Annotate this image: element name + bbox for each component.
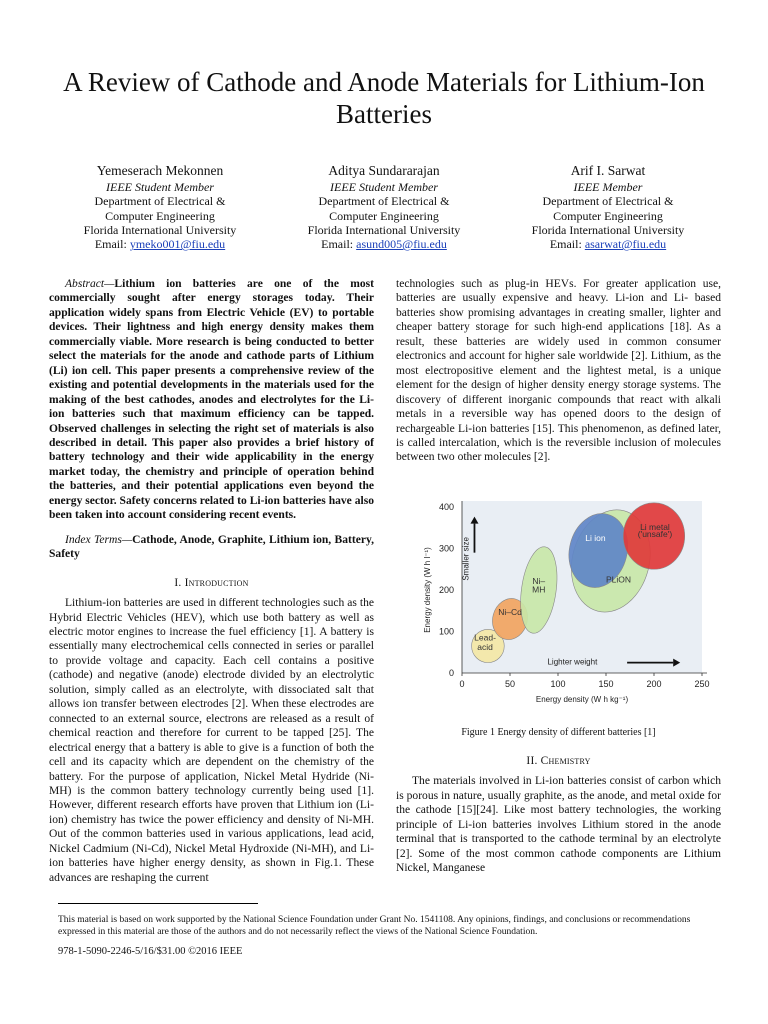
author-dept: Department of Electrical &: [318, 194, 450, 209]
intro-paragraph: Lithium-ion batteries are used in different technologies such as the Hybrid Electric Vehicles (HEV), which use both battery as well as electric motor engines to increase the fuel efficiency [1]. A battery is essentially many electrochemical cells connected in series or parallel to provide voltage and capacity. Each cell contains a positive (cathode) and negative (anode) electrode divided by an electrolytic solution, simply called as an electrolyte, with dissociated salt that allows ion transfer between electrodes [2]. When these electrodes are connected to an external source, electrons are released as a result of chemical reaction and therefore for current to be tapped [25]. The electrical energy that a battery is able to give is a function of both the cell and its capacity which are dependent on the chemistry of the battery. For the purpose of application, Nickel Metal Hydride (Ni-MH) is the common battery technology currently being used [1]. However, different research efforts have proven that Lithium ion (Li-ion) chemistry has twice the power efficiency and density of Ni-MH. Out of the common batteries used in various applications, lead acid, Nickel Cadmium (Ni-Cd), Nickel Metal Hydroxide (Ni-MH), and Li-ion batteries have higher energy density, as shown in Fig.1. These advances are reshaping the current: [49, 597, 374, 884]
author-block: [50, 163, 718, 251]
index-terms: [49, 533, 374, 562]
figure-caption: Figure 1 Energy density of different batteries [1]: [461, 727, 656, 738]
index-terms-lead: Index Terms—: [65, 533, 133, 546]
email-label: Email:: [94, 237, 130, 252]
abstract: [49, 277, 374, 523]
y-tick-label: 300: [438, 543, 454, 554]
y-tick-label: 100: [438, 626, 454, 637]
annotation-lighter-weight: Lighter weight: [547, 657, 598, 667]
energy-density-figure: [412, 493, 712, 723]
author-dept: Computer Engineering: [553, 208, 663, 223]
x-tick-label: 150: [598, 679, 614, 689]
author-name: Aditya Sundararajan: [328, 163, 440, 178]
author-univ: Florida International University: [531, 222, 685, 237]
author-email-line: [50, 237, 270, 251]
author-univ: Florida International University: [307, 222, 461, 237]
author-dept: Department of Electrical &: [542, 194, 674, 209]
author-email-link[interactable]: asarwat@fiu.edu: [584, 237, 667, 252]
author-2: [274, 163, 494, 251]
author-univ: Florida International University: [83, 222, 237, 237]
region-label: Ni–Cd: [498, 606, 522, 617]
author-role: IEEE Student Member: [106, 180, 214, 194]
author-role: IEEE Member: [573, 180, 643, 194]
abstract-text: Lithium ion batteries are one of the most commercially sought after energy storages today. Their application widely spans from Electric Vehicle (EV) to portable devices. Their lightness and high energy density makes them commercially viable. More research is being conducted to better select the materials for the anode and cathode parts of Lithium (Li) ion cell. This paper presents a comprehensive review of the existing and potential developments in the materials used for the making of the best cathodes, anodes and electrolytes for the Li-ion batteries such that maximum efficiency can be tapped. Observed challenges in selecting the right set of materials is also described in detail. This paper also provides a brief history of battery technology and their wide applicability in the energy market today, the chemistry and principle of operation behind the batteries, and their potential applications even beyond the energy sector. Safety concerns related to Li-ion batteries have also been taken into account considering recent events.: [49, 278, 374, 522]
region-label: ('unsafe'): [637, 528, 673, 539]
region-label: acid: [477, 642, 493, 653]
energy-density-chart: [412, 493, 712, 723]
right-column: [396, 277, 721, 465]
author-name: Arif I. Sarwat: [570, 163, 646, 178]
region-label: Li metal: [640, 521, 670, 532]
x-tick-label: 50: [504, 679, 516, 689]
author-email-line: [274, 237, 494, 251]
abstract-lead: Abstract—: [65, 278, 115, 290]
y-tick-label: 0: [448, 668, 454, 678]
email-label: Email:: [321, 237, 357, 252]
x-tick-label: 100: [550, 679, 566, 689]
author-3: [498, 163, 718, 251]
author-name: Yemeserach Mekonnen: [96, 163, 224, 178]
copyright-line: 978-1-5090-2246-5/16/$31.00 ©2016 IEEE: [58, 946, 243, 957]
chemistry-paragraph: The materials involved in Li-ion batteries consist of carbon which is porous in nature, usually graphite, as the anode, and metal oxide for the cathode [15][24]. Like most battery technologies, the working principle of Li-ion batteries involves Lithium stored in the anode terminal that is transported to the cathode terminal by an electrolyte [2]. Some of the most common cathode components are Lithium Nickel, Manganese: [396, 775, 721, 875]
author-role: IEEE Student Member: [330, 180, 438, 194]
author-email-link[interactable]: asund005@fiu.edu: [356, 237, 447, 252]
region-label: Ni–: [532, 575, 546, 586]
footnote-divider: [58, 903, 258, 904]
annotation-smaller-size: Smaller size: [461, 537, 471, 581]
region-label: Li ion: [585, 533, 606, 544]
author-1: [50, 163, 270, 251]
region-label: Lead-: [474, 632, 496, 643]
left-column: [49, 277, 374, 885]
paper-title: A Review of Cathode and Anode Materials for Lithium-Ion Batteries: [63, 67, 705, 129]
author-email-line: [498, 237, 718, 251]
x-tick-label: 200: [646, 679, 662, 689]
footnote: This material is based on work supported by the National Science Foundation under Grant No. 1541108. Any opinions, findings, and conclusions or recommendations expressed in this material are those of the authors and do not necessarily reflect the views of the National Science Foundation.: [58, 915, 691, 937]
y-tick-label: 400: [438, 502, 454, 512]
region-label: MH: [532, 584, 546, 595]
author-dept: Department of Electrical &: [94, 194, 226, 209]
right-column-lower: [396, 754, 721, 876]
author-dept: Computer Engineering: [329, 208, 439, 223]
section-heading-chemistry: II. Chemistry: [526, 755, 591, 767]
y-axis-label: Energy density (W h l⁻¹): [423, 547, 432, 633]
region-label: PLiON: [605, 574, 632, 585]
x-tick-label: 0: [459, 679, 465, 689]
index-terms-text: Cathode, Anode, Graphite, Lithium ion, Battery, Safety: [49, 533, 374, 561]
x-axis-label: Energy density (W h kg⁻¹): [535, 695, 629, 704]
y-tick-label: 200: [438, 585, 454, 595]
author-dept: Computer Engineering: [105, 208, 215, 223]
email-label: Email:: [549, 237, 585, 252]
right-paragraph: technologies such as plug-in HEVs. For greater application use, batteries are usually expensive and heavy. Li-ion and Li- based batteries show promising advantages in creating smaller, lighter and cheaper battery storage for such high-end applications [18]. As a result, these batteries are widely used in common consumer electronics and account for higher sale worldwide [2]. Lithium, as the most electropositive element and the lightest metal, is a unique element for the design of higher density energy storage systems. The discovery of different inorganic compounds that react with alkali metals in a reversible way has opened doors to the design of rechargeable Li-ion batteries [15]. This phenomenon, as defined later, is called intercalation, which is the reversible inclusion of molecules between two other molecules [2].: [396, 278, 721, 464]
x-tick-label: 250: [694, 679, 710, 689]
section-heading-introduction: I. Introduction: [174, 576, 249, 589]
author-email-link[interactable]: ymeko001@fiu.edu: [129, 237, 226, 252]
